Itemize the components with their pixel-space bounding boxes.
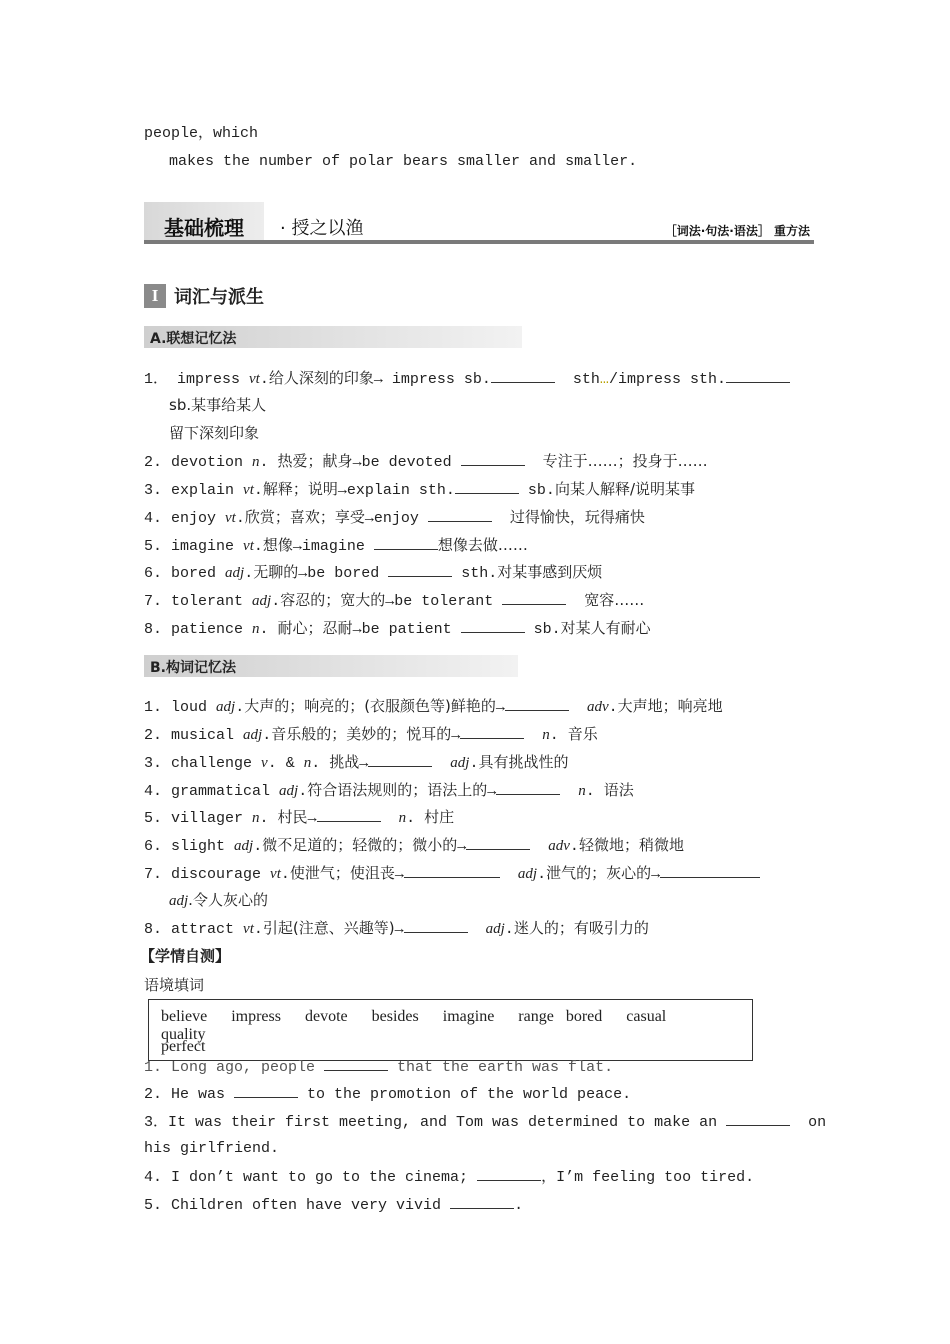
word-bank-word: perfect bbox=[161, 1038, 206, 1055]
banner-rule bbox=[144, 240, 814, 244]
exercise-item: 3．It was their first meeting, and Tom was determined to make an on bbox=[144, 1111, 826, 1133]
word-bank-word: range bbox=[518, 1008, 554, 1025]
banner-title: 基础梳理 bbox=[164, 216, 244, 240]
list-item: 6. bored adj.无聊的→be bored sth.对某事感到厌烦 bbox=[144, 563, 603, 582]
list-item: 2. musical adj.音乐般的；美妙的；悦耳的→ n. 音乐 bbox=[144, 725, 598, 744]
intro-line-2: makes the number of polar bears smaller and smaller. bbox=[169, 153, 638, 170]
word-bank-word: casual bbox=[626, 1008, 667, 1025]
subhead-b-label: B.构词记忆法 bbox=[150, 660, 236, 676]
self-test-subheading: 语境填词 bbox=[144, 976, 205, 994]
word-bank-word: believe bbox=[161, 1008, 208, 1025]
exercise-item: 2. He was to the promotion of the world peace. bbox=[144, 1083, 631, 1105]
exercise-item: 4. I don’t want to go to the cinema; ，I’m feeling too tired. bbox=[144, 1166, 754, 1188]
subhead-a-label: A.联想记忆法 bbox=[150, 331, 237, 347]
word-bank-word: bored bbox=[565, 1008, 603, 1025]
intro-line-1: people，which bbox=[144, 125, 259, 142]
section-title: 词汇与派生 bbox=[174, 287, 264, 308]
list-item-cont: sb.某事给某人 bbox=[169, 396, 267, 414]
list-item: 7. tolerant adj.容忍的；宽大的→be tolerant 宽容…… bbox=[144, 591, 645, 610]
exercise-item-cont: his girlfriend. bbox=[144, 1140, 280, 1157]
word-bank-row-1 bbox=[161, 1008, 752, 1044]
list-item: 5. villager n. 村民→ n. 村庄 bbox=[144, 808, 455, 827]
section-banner bbox=[144, 202, 814, 246]
list-item: 3. challenge v. & n. 挑战→ adj.具有挑战性的 bbox=[144, 753, 569, 772]
word-bank-word: impress bbox=[231, 1008, 281, 1025]
word-bank-word: devote bbox=[304, 1008, 348, 1025]
list-item: 4. grammatical adj.符合语法规则的；语法上的→ n. 语法 bbox=[144, 781, 634, 800]
section-number: I bbox=[144, 284, 166, 308]
banner-right-label: ［词法·句法·语法］ 重方法 bbox=[664, 224, 810, 238]
list-item-cont: adj.令人灰心的 bbox=[169, 891, 268, 909]
banner-subtitle: · 授之以渔 bbox=[280, 218, 364, 239]
list-item: 6. slight adj.微不足道的；轻微的；微小的→ adv.轻微地；稍微地 bbox=[144, 836, 684, 855]
list-item: 8. patience n. 耐心；忍耐→be patient sb.对某人有耐心 bbox=[144, 619, 651, 638]
list-item: 2. devotion n. 热爱；献身→be devoted 专注于……；投身于…… bbox=[144, 452, 708, 471]
list-item: 1． impress vt.给人深刻的印象→ impress sb. sth…/impress sth. bbox=[144, 368, 790, 390]
word-bank-word: besides bbox=[371, 1008, 419, 1025]
exercise-item: 5. Children often have very vivid . bbox=[144, 1194, 523, 1216]
exercise-item: 1. Long ago, people that the earth was flat. bbox=[144, 1056, 613, 1078]
list-item: 7. discourage vt.使泄气；使沮丧→ adj.泄气的；灰心的→ bbox=[144, 863, 760, 885]
list-item: 1. loud adj.大声的；响亮的；(衣服颜色等)鲜艳的→ adv.大声地；响亮地 bbox=[144, 697, 723, 716]
list-item: 4. enjoy vt.欣赏；喜欢；享受→enjoy 过得愉快，玩得痛快 bbox=[144, 508, 645, 527]
list-item: 3. explain vt.解释；说明→explain sth. sb.向某人解释/说明某事 bbox=[144, 480, 695, 499]
subhead-b bbox=[144, 655, 518, 677]
word-bank-word: quality bbox=[161, 1026, 206, 1043]
self-test-heading: 【学情自测】 bbox=[140, 947, 231, 965]
word-bank-word: imagine bbox=[442, 1008, 495, 1025]
list-item: 8. attract vt.引起(注意、兴趣等)→ adj.迷人的；有吸引力的 bbox=[144, 919, 649, 938]
list-item: 5. imagine vt.想像→imagine 想像去做…… bbox=[144, 536, 528, 555]
word-bank-row-2 bbox=[161, 1038, 225, 1056]
list-item-cont: 留下深刻印象 bbox=[169, 424, 260, 442]
subhead-a bbox=[144, 326, 522, 348]
word-bank-box bbox=[148, 999, 753, 1061]
section-heading bbox=[144, 283, 264, 307]
